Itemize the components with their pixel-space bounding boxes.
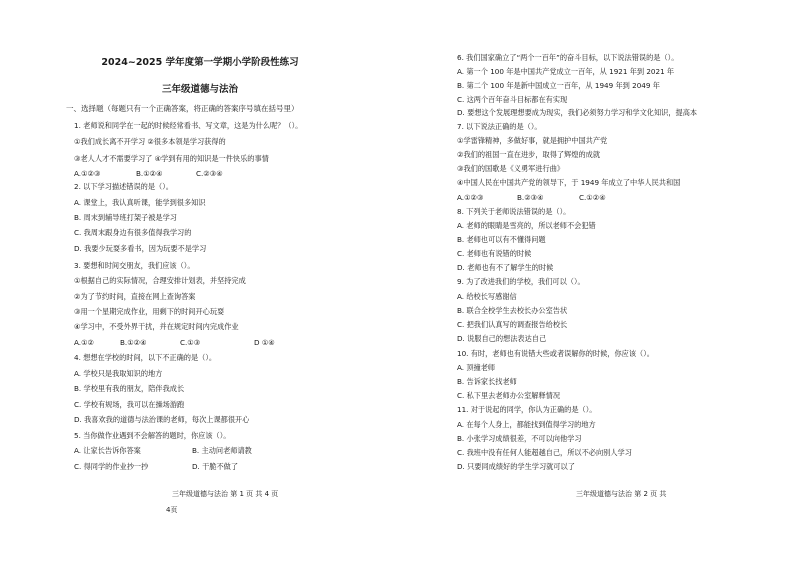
q8-option-b: B. 老师也可以有不懂得问题 [457,235,546,244]
q1-statement-row2: ③老人人才不需要学习了 ④学到有用的知识是一件快乐的事情 [74,154,269,163]
q5-option-c: C. 得同学的作业抄一抄 [74,462,149,471]
page-2 [400,0,793,567]
q6-option-d: D. 要想这个发展理想要成为现实，我们必须努力学习和学文化知识，提高本 [457,108,698,117]
q11-option-a: A. 在每个人身上，都能找到值得学习的地方 [457,420,596,429]
q9-option-c: C. 把我们认真写的调查报告给校长 [457,320,568,329]
q6-option-c: C. 这两个百年奋斗目标都在有实现 [457,95,568,104]
q11-option-c: C. 我班中没有任何人能超越自己，所以不必向别人学习 [457,448,632,457]
question-10: 10. 有时，老师也有说错大些或者误解你的时候，你应该（）。 [457,349,654,358]
question-7: 7. 以下说法正确的是（）。 [457,122,542,131]
q3-option-c: C.①③ [180,338,201,347]
q5-option-b: B. 主动问老师请教 [192,446,252,455]
question-4: 4. 想想在学校的时间，以下不正确的是（）。 [74,353,217,362]
q9-option-a: A. 给校长写感谢信 [457,292,517,301]
q11-option-b: B. 小张学习成绩很差，不可以向他学习 [457,434,582,443]
question-5: 5. 当你做作业遇到不会解答的题时，你应该（）。 [74,431,231,440]
q4-option-a: A. 学校只是我取知识的地方 [74,369,163,378]
q2-option-a: A. 课堂上，我认真听课，能学到很多知识 [74,198,206,207]
q5-option-d: D. 干脆不做了 [192,462,239,471]
question-9: 9. 为了改进我们的学校，我们可以（）。 [457,277,585,286]
q1-option-a: A.①②③ [74,169,101,178]
question-11: 11. 对于说起的同学，你认为正确的是（）。 [457,405,597,414]
q8-option-c: C. 老师也有说错的时候 [457,249,532,258]
q4-option-c: C. 学校有规场，我可以在操场游跑 [74,400,185,409]
q7-option-c: C.①②④ [579,193,606,202]
q7-statement-3: ③我们的国歌是《义勇军进行曲》 [457,164,565,173]
exam-title: 2024~2025 学年度第一学期小学阶段性练习 [101,57,299,68]
section-heading: 一、选择题（每题只有一个正确答案，将正确的答案序号填在括号里） [66,104,299,113]
page-2-footer: 三年级道德与法治 第 2 页 共 [576,490,667,498]
q1-option-b: B.①②④ [136,169,163,178]
question-6: 6. 我们国家确立了“两个一百年”的奋斗目标，以下说法错误的是（）。 [457,53,679,62]
q5-option-a: A. 让家长告诉你答案 [74,446,141,455]
exam-subject: 三年级道德与法治 [161,84,238,95]
q7-option-a: A.①②③ [457,193,484,202]
q3-statement-4: ④学习中，不受外界干扰，并在规定时间内完成作业 [74,322,239,331]
question-3: 3. 要想和时间交朋友，我们应该（）。 [74,261,195,270]
q10-option-b: B. 告诉家长找老师 [457,377,517,386]
question-8: 8. 下列关于老师说法错误的是（）。 [457,207,571,216]
q4-option-b: B. 学校里有我的朋友，陪伴我成长 [74,384,185,393]
q2-option-d: D. 我要少玩耍多看书，因为玩要不是学习 [74,244,207,253]
q8-option-d: D. 老师也有不了解学生的时候 [457,263,554,272]
q3-option-d: D ①④ [254,338,275,347]
q1-statement-row1: ①我们成长离不开学习 ②很多本领是学习获得的 [74,137,226,146]
q1-option-c: C.②③④ [196,169,223,178]
q9-option-d: D. 说服自己的想法表达自己 [457,334,547,343]
q3-option-a: A.①② [74,338,94,347]
page-1-footer: 三年级道德与法治 第 1 页 共 4 页 [172,490,279,498]
q7-statement-2: ②我们的祖国一直在进步，取得了辉煌的成就 [457,150,601,159]
q3-option-b: B.①②④ [120,338,147,347]
page-1-footer-continued: 4页 [166,506,178,514]
q11-option-d: D. 只要同成绩好的学生学习就可以了 [457,462,575,471]
q4-option-d: D. 我喜欢我的道德与法治课的老师，每次上课都很开心 [74,415,250,424]
q8-option-a: A. 老师的眼睛是雪亮的，所以老师不会犯错 [457,221,596,230]
q2-option-c: C. 我周末跟身边有很多值得我学习的 [74,228,192,237]
q7-statement-1: ①学雷锋精神，多做好事，就是拥护中国共产党 [457,136,608,145]
q6-option-b: B. 第二个 100 年是新中国成立一百年，从 1949 年到 2049 年 [457,81,660,90]
q10-option-a: A. 顶撞老师 [457,363,496,372]
q6-option-a: A. 第一个 100 年是中国共产党成立一百年，从 1921 年到 2021 年 [457,67,675,76]
q7-option-b: B.②③④ [517,193,544,202]
q2-option-b: B. 周末到辅导班打架子被是学习 [74,213,177,222]
q3-statement-2: ②为了节约时间，直接在网上查询答案 [74,292,196,301]
question-2: 2. 以下学习描述错误的是（）。 [74,182,173,191]
q3-statement-3: ③用一个星期完成作业，用剩下的时间开心玩耍 [74,307,225,316]
q10-option-c: C. 私下里去老师办公室解释情况 [457,391,561,400]
q3-statement-1: ①根据自己的实际情况，合理安排计划表，并坚持完成 [74,276,246,285]
q9-option-b: B. 联合全校学生去校长办公室告状 [457,306,568,315]
question-1: 1. 老师说和同学在一起的时候经常看书、写文章，这是为什么呢？（）。 [74,121,303,130]
q7-statement-4: ④中国人民在中国共产党的领导下，于 1949 年成立了中华人民共和国 [457,178,681,187]
